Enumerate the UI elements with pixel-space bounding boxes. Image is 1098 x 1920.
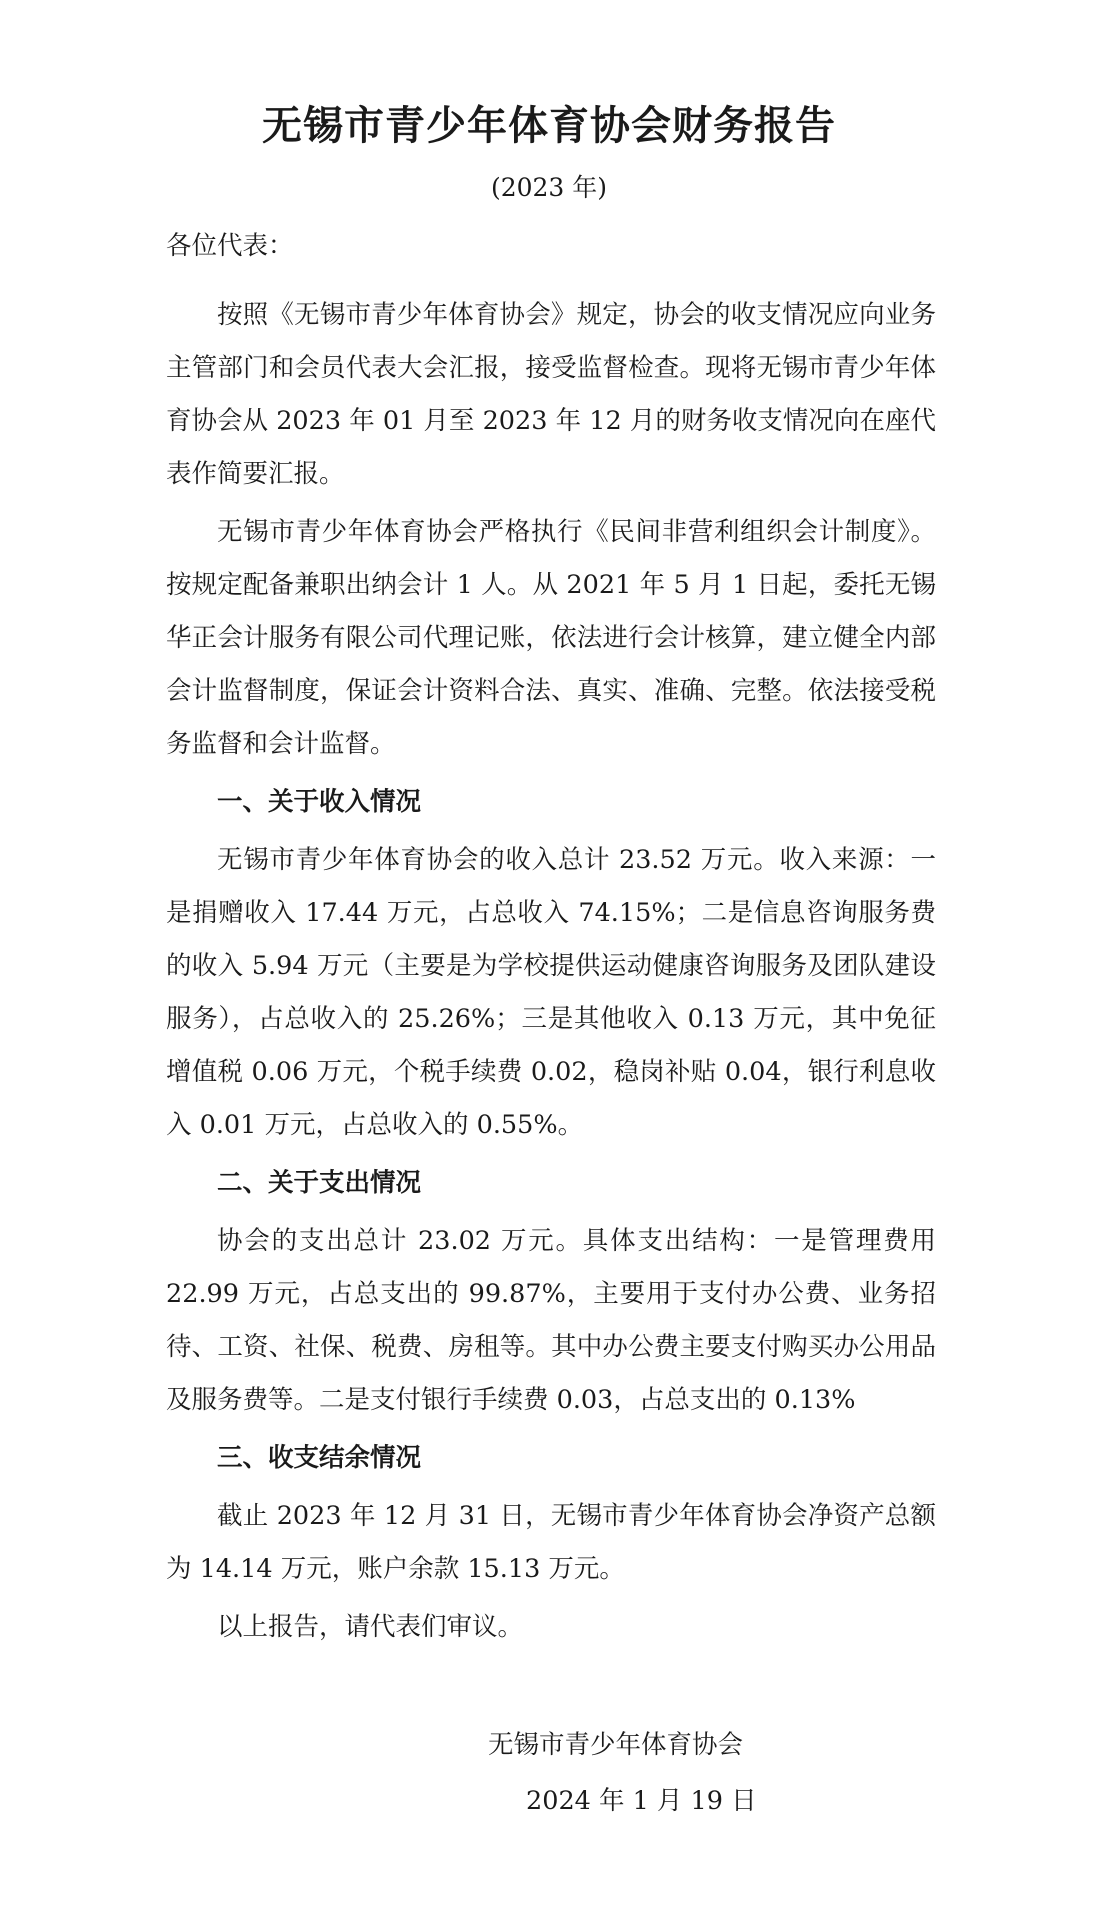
section-heading-expense: 二、关于支出情况 — [217, 1168, 422, 1198]
accounting-paragraph: 无锡市青少年体育协会严格执行《民间非营利组织会计制度》。按规定配备兼职出纳会计 1 人。从 2021 年 5 月 1 日起，委托无锡华正会计服务有限公司代理记账，依法进行会计核算，建立健全内部会计监督制度，保证会计资料合法、真实、准确、完整。依法接受税务监督和会计监督。 — [166, 517, 936, 759]
signature-date: 2024 年 1 月 19 日 — [526, 1786, 757, 1816]
section-heading-balance: 三、收支结余情况 — [217, 1443, 422, 1473]
section-text-balance: 截止 2023 年 12 月 31 日，无锡市青少年体育协会净资产总额为 14.14 万元，账户余款 15.13 万元。 — [166, 1501, 936, 1584]
section-heading-income: 一、关于收入情况 — [217, 787, 422, 817]
section-text-expense: 协会的支出总计 23.02 万元。具体支出结构：一是管理费用 22.99 万元，占总支出的 99.87%，主要用于支付办公费、业务招待、工资、社保、税费、房租等。其中办公费主要支付购买办公用品及服务费等。二是支付银行手续费 0.03，占总支出的 0.13% — [166, 1226, 936, 1415]
report-body — [166, 220, 936, 1659]
signature-organization: 无锡市青少年体育协会 — [488, 1730, 744, 1760]
report-year: (2023 年) — [490, 173, 608, 202]
intro-paragraph: 按照《无锡市青少年体育协会》规定，协会的收支情况应向业务主管部门和会员代表大会汇报，接受监督检查。现将无锡市青少年体育协会从 2023 年 01 月至 2023 年 12 月的财务收支情况向在座代表作简要汇报。 — [166, 300, 936, 489]
section-text-income: 无锡市青少年体育协会的收入总计 23.52 万元。收入来源：一是捐赠收入 17.44 万元，占总收入 74.15%；二是信息咨询服务费的收入 5.94 万元（主要是为学校提供运动健康咨询服务及团队建设服务），占总收入的 25.26%；三是其他收入 0.13 万元，其中免征增值税 0.06 万元，个税手续费 0.02，稳岗补贴 0.04，银行利息收入 0.01 万元，占总收入的 0.55%。 — [166, 845, 936, 1140]
salutation: 各位代表： — [166, 231, 294, 261]
closing-line: 以上报告，请代表们审议。 — [217, 1612, 524, 1642]
report-title: 无锡市青少年体育协会财务报告 — [262, 103, 836, 149]
